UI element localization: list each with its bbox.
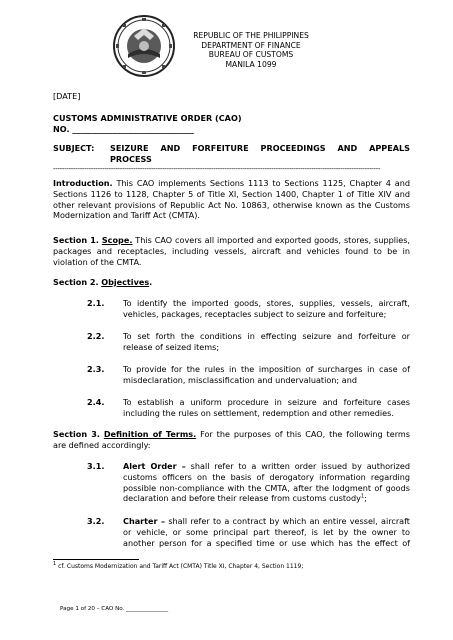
item-line: including the rules on settlement, redemption and other remedies. [123,407,394,418]
subject-line: SEIZURE AND FORFEITURE PROCEEDINGS AND APPEALS [110,143,410,153]
section-heading: Section 3. [53,429,100,439]
paragraph-line: For the purposes of this CAO, the following terms [200,429,410,439]
item-line: possible non-compliance with the CMTA, after the lodgment of goods [123,482,410,493]
paragraph-line: are defined accordingly: [53,439,151,450]
item-line: customs officers on the basis of derogatory information regarding [123,471,410,482]
item-line: shall refer to a contract by which an entire vessel, aircraft [168,516,410,526]
item-line: or vehicle, or some principal part thereof, is let by the owner to [123,526,410,537]
paragraph-line: Sections 1126 to 1128, Chapter 5 of Title XI, Section 1400, Chapter 1 of Title XIV and [53,188,410,199]
subject-label: SUBJECT: [53,143,95,153]
item-line: To provide for the rules in the imposition of surcharges in case of [123,364,410,374]
item-line: shall refer to a written order issued by authorized [190,461,411,471]
letterhead-line: DEPARTMENT OF FINANCE [201,40,301,50]
item-number: 3.1. [87,461,105,471]
paragraph-line: This CAO implements Sections 1113 to Sections 1125, Chapter 4 and [116,178,410,188]
page-footer: Page 1 of 20 – CAO No. _______________ [60,606,169,612]
cao-number: NO. ______________________________ [53,124,194,134]
item-line: To identify the imported goods, stores, supplies, vessels, aircraft, [123,298,410,308]
item-line: declaration and before their release from customs custody [123,493,361,504]
item-number: 3.2. [87,516,105,526]
section-2-heading: Section 2. Objectives. [53,277,153,287]
section-heading: Section 2. [53,277,99,287]
section-heading: Section 1. [53,235,99,245]
definition-item: Alert Order – shall refer to a written order issued by authorized customs officers on the basis of derogatory information regarding possible non-compliance with the CMTA, after the lodgment of goods declaration and before their release from customs custody$^1$; [123,461,411,504]
section-title: Scope. [101,235,133,245]
subject-line: PROCESS [110,154,152,164]
introduction-paragraph [53,178,410,221]
letterhead-line: MANILA 1099 [225,59,277,69]
footnote-reference[interactable]: 1 [360,493,365,500]
objective-item [123,331,410,353]
objective-item [123,298,410,320]
paragraph-line: violation of the CMTA. [53,256,142,267]
section-title: Definition of Terms. [103,429,197,439]
paragraph-line: Modernization and Tariff Act (CMTA). [53,210,200,221]
item-line: To set forth the conditions in effecting seizure and forfeiture or [123,331,410,341]
paragraph-line: packages and receptacles, including vessels, aircraft and vehicles found to be in [53,245,410,256]
item-line: another person for a specified time or use which has the effect of [123,537,410,548]
footnote-marker: 1 [53,561,57,567]
cao-title: CUSTOMS ADMINISTRATIVE ORDER (CAO) [53,113,242,123]
defined-term: Charter – [123,516,166,526]
item-line: release of seized items; [123,341,220,352]
section-1-paragraph [53,235,410,267]
objective-item [123,364,410,386]
item-line: misdeclaration, misclassification and undervaluation; and [123,374,357,385]
date-placeholder: [DATE] [53,91,81,101]
item-number: 2.1. [87,298,105,308]
item-line: To establish a uniform procedure in seizure and forfeiture cases [123,397,410,407]
defined-term: Alert Order – [123,461,186,471]
item-number: 2.4. [87,397,105,407]
item-number: 2.2. [87,331,105,341]
separator-line: --------------------------------------------------------------------------------------------------------------------------------------------------- [53,165,381,173]
item-number: 2.3. [87,364,105,374]
letterhead-line: REPUBLIC OF THE PHILIPPINES [193,31,309,40]
footnote-text: cf. Customs Modernization and Tariff Act (CMTA) Title XI, Chapter 4, Section 1119; [58,563,304,570]
letterhead-line: BUREAU OF CUSTOMS [208,50,294,60]
footnote [53,563,410,571]
item-line: vehicles, packages, receptacles subject to seizure and forfeiture; [123,308,387,319]
definition-item [123,516,410,548]
introduction-heading: Introduction. [53,178,113,188]
letterhead [176,31,326,69]
footnote-separator [53,559,139,560]
paragraph-line: other relevant provisions of Republic Act No. 10863, otherwise known as the Customs [53,199,410,210]
objective-item [123,397,410,419]
paragraph-line: This CAO covers all imported and exported goods, stores, supplies, [135,235,411,245]
section-3-paragraph [53,429,410,451]
section-title: Objectives [101,277,150,287]
bureau-of-customs-seal-icon [112,14,176,78]
